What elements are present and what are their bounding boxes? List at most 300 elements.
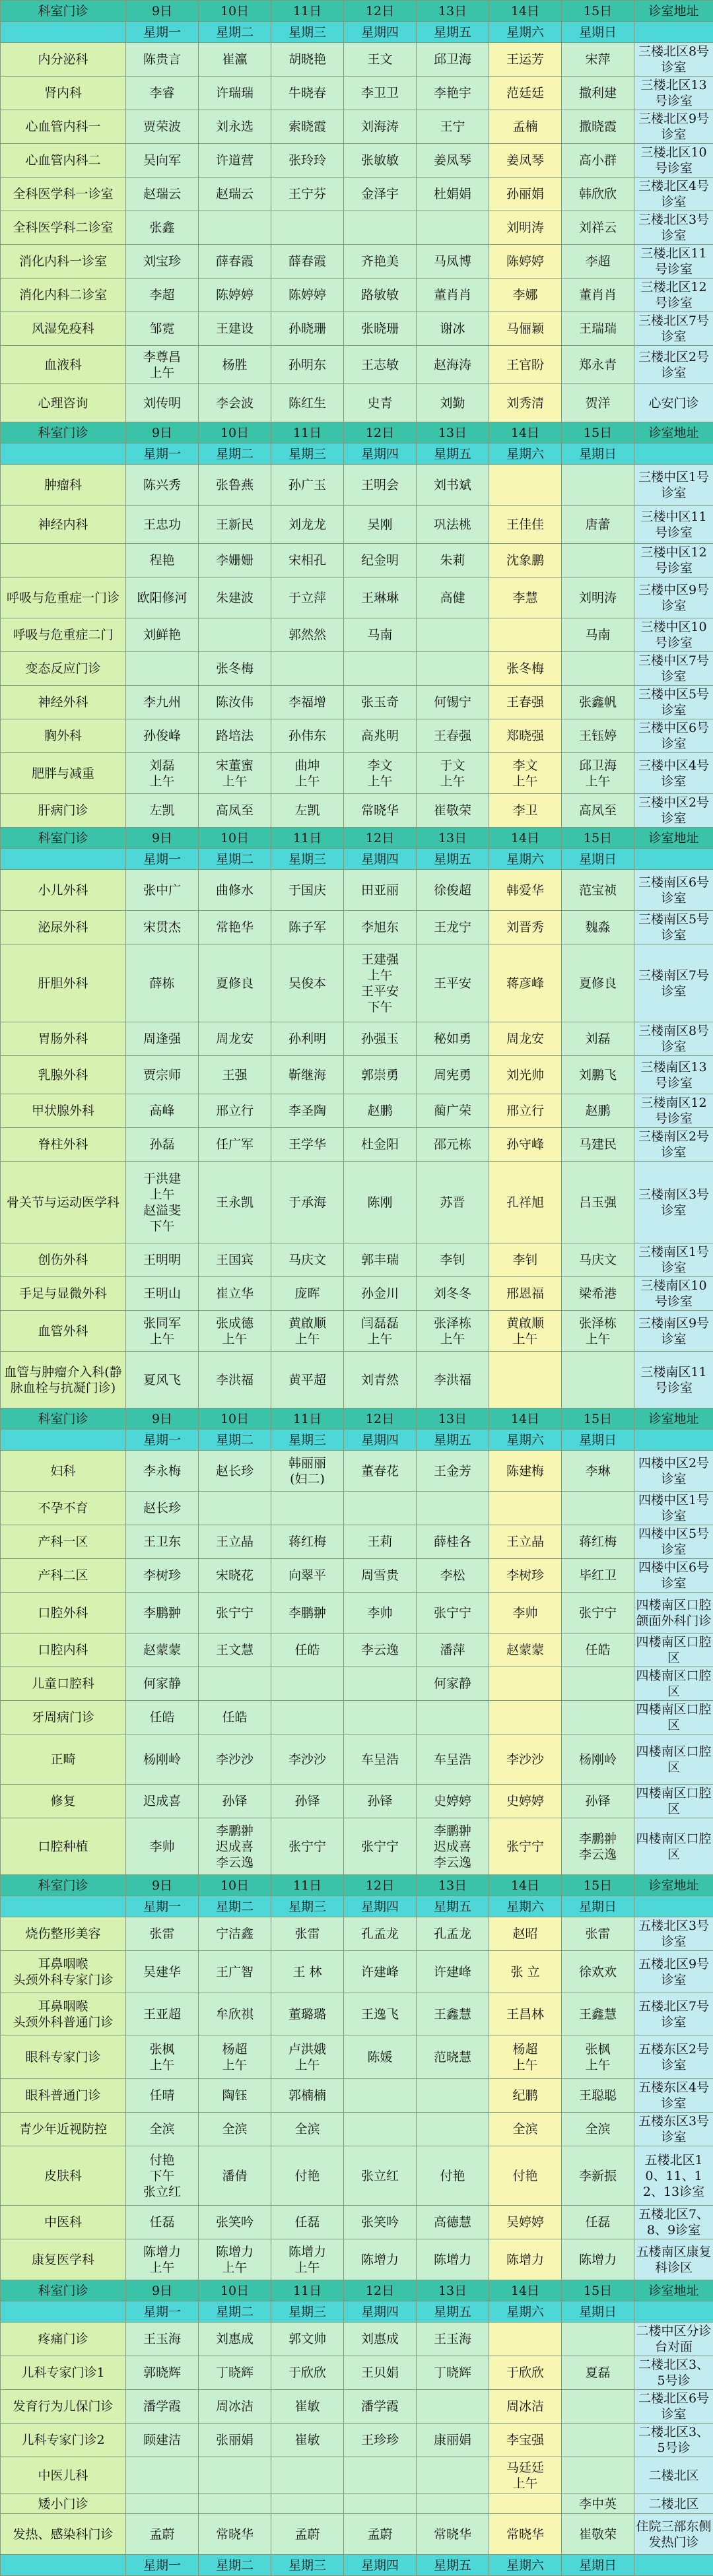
doctor-cell-day3 [271, 652, 344, 686]
doctor-cell-day6: 蒋彦峰 [489, 944, 562, 1022]
doctor-cell-day2: 朱建波 [199, 578, 271, 618]
doctor-cell-day2 [199, 1492, 271, 1525]
doctor-cell-day6 [489, 465, 562, 506]
doctor-cell-day7: 郑永青 [562, 346, 634, 384]
doctor-cell-day5: 康丽娟 [417, 2424, 489, 2457]
doctor-cell-day2: 王新民 [199, 506, 271, 544]
doctor-cell-day3: 全滨 [271, 2113, 344, 2146]
date-header-day6: 14日 [489, 1875, 562, 1896]
doctor-cell-day7 [562, 2390, 634, 2424]
doctor-cell-day1: 李永梅 [126, 1451, 199, 1492]
doctor-cell-day6: 李慧 [489, 578, 562, 618]
department-name: 小儿外科 [1, 870, 126, 911]
doctor-cell-day4: 路敏敏 [344, 279, 417, 312]
room-address: 三楼南区8号诊室 [634, 1022, 713, 1056]
doctor-cell-day4: 张玉奇 [344, 686, 417, 719]
date-header-day1: 9日 [126, 422, 199, 444]
weekday-header-room [634, 849, 713, 870]
department-name: 脊柱外科 [1, 1128, 126, 1162]
weekday-header-day3: 星期三 [271, 22, 344, 43]
doctor-cell-day6: 李树珍 [489, 1559, 562, 1593]
doctor-cell-day7: 张雷 [562, 1917, 634, 1951]
room-address: 三楼北区2号诊室 [634, 346, 713, 384]
doctor-cell-day4: 马南 [344, 618, 417, 652]
department-name: 心血管内科二 [1, 144, 126, 178]
doctor-cell-day7: 魏淼 [562, 911, 634, 944]
doctor-cell-day7: 李超 [562, 245, 634, 279]
department-name: 胸外科 [1, 719, 126, 753]
room-address: 五楼东区2号诊室 [634, 2035, 713, 2079]
doctor-cell-day2: 任广军 [199, 1128, 271, 1162]
room-address: 三楼南区1号诊室 [634, 1243, 713, 1277]
schedule-row [1, 2494, 713, 2514]
doctor-cell-day5 [417, 2079, 489, 2113]
doctor-cell-day2 [199, 1667, 271, 1701]
doctor-cell-day5: 刘冬冬 [417, 1277, 489, 1311]
doctor-cell-day2: 陶钰 [199, 2079, 271, 2113]
doctor-cell-day3: 孙伟东 [271, 719, 344, 753]
doctor-cell-day2: 李姗姗 [199, 544, 271, 578]
doctor-cell-day3: 张玲玲 [271, 144, 344, 178]
doctor-cell-day2: 王立晶 [199, 1525, 271, 1559]
schedule-row [1, 279, 713, 312]
date-header-day5: 13日 [417, 828, 489, 849]
doctor-cell-day5: 丁晓辉 [417, 2356, 489, 2390]
doctor-cell-day7: 夏磊 [562, 2356, 634, 2390]
weekday-header-row [1, 22, 713, 43]
doctor-cell-day7 [562, 544, 634, 578]
doctor-cell-day5 [417, 652, 489, 686]
schedule-row [1, 1128, 713, 1162]
department-name: 全科医学科一诊室 [1, 178, 126, 211]
date-header-row [1, 1, 713, 22]
doctor-cell-day3: 孙铎 [271, 1785, 344, 1818]
doctor-cell-day2: 孙铎 [199, 1785, 271, 1818]
room-address: 五楼北区7、8、9诊室 [634, 2206, 713, 2239]
doctor-cell-day5: 徐俊超 [417, 870, 489, 911]
doctor-cell-day1: 刘鲜艳 [126, 618, 199, 652]
doctor-cell-day3: 郭楠楠 [271, 2079, 344, 2113]
date-header-day3: 11日 [271, 1408, 344, 1430]
doctor-cell-day4: 车呈浩 [344, 1734, 417, 1785]
doctor-cell-day5: 周宪勇 [417, 1056, 489, 1094]
date-header-day2: 10日 [199, 2280, 271, 2301]
doctor-cell-day2: 刘永选 [199, 110, 271, 144]
weekday-header-day7: 星期日 [562, 22, 634, 43]
doctor-cell-day7: 邱卫海 上午 [562, 753, 634, 794]
department-name: 创伤外科 [1, 1243, 126, 1277]
doctor-cell-day3: 崔敏 [271, 2424, 344, 2457]
doctor-cell-day3 [271, 1667, 344, 1701]
date-header-day4: 12日 [344, 1875, 417, 1896]
doctor-cell-day6: 张 立 [489, 1951, 562, 1993]
weekday-header-dept [1, 1430, 126, 1451]
weekday-header-day6: 星期六 [489, 444, 562, 465]
date-header-day2: 10日 [199, 422, 271, 444]
doctor-cell-day4: 金泽宇 [344, 178, 417, 211]
schedule-row [1, 2514, 713, 2555]
doctor-cell-day3: 于立萍 [271, 578, 344, 618]
schedule-row [1, 719, 713, 753]
doctor-cell-day6: 邢立行 [489, 1094, 562, 1128]
doctor-cell-day1: 孙俊峰 [126, 719, 199, 753]
department-name: 中医科 [1, 2206, 126, 2239]
doctor-cell-day4: 张宁宁 [344, 1818, 417, 1875]
doctor-cell-day5: 孔孟龙 [417, 1917, 489, 1951]
doctor-cell-day7: 高小群 [562, 144, 634, 178]
date-header-day4: 12日 [344, 2280, 417, 2301]
department-name: 肥胖与减重 [1, 753, 126, 794]
doctor-cell-day4: 张笑吟 [344, 2206, 417, 2239]
doctor-cell-day2: 宁洁鑫 [199, 1917, 271, 1951]
doctor-cell-day5: 李鹏翀 迟成喜 李云逸 [417, 1818, 489, 1875]
doctor-cell-day1: 王卫东 [126, 1525, 199, 1559]
weekday-header-day7: 星期日 [562, 1896, 634, 1917]
doctor-cell-day2: 牟欣祺 [199, 1993, 271, 2035]
doctor-cell-day4: 孟蔚 [344, 2514, 417, 2555]
doctor-cell-day7 [562, 465, 634, 506]
doctor-cell-day2: 张笑吟 [199, 2206, 271, 2239]
doctor-cell-day4: 王逸飞 [344, 1993, 417, 2035]
doctor-cell-day7 [562, 2323, 634, 2356]
doctor-cell-day7 [562, 652, 634, 686]
weekday-header-day2: 星期二 [199, 444, 271, 465]
doctor-cell-day3: 于国庆 [271, 870, 344, 911]
doctor-cell-day1: 任晴 [126, 2079, 199, 2113]
schedule-row [1, 1243, 713, 1277]
room-address: 三楼中区7号诊室 [634, 652, 713, 686]
department-name: 呼吸与危重症一门诊 [1, 578, 126, 618]
weekday-header-day7: 星期日 [562, 1430, 634, 1451]
doctor-cell-day1: 赵长珍 [126, 1492, 199, 1525]
doctor-cell-day6: 周龙安 [489, 1022, 562, 1056]
doctor-cell-day3: 郭文帅 [271, 2323, 344, 2356]
doctor-cell-day6: 赵昭 [489, 1917, 562, 1951]
footer-weekday-row [1, 2555, 713, 2576]
doctor-cell-day2: 路培法 [199, 719, 271, 753]
doctor-cell-day5: 李洪福 [417, 1352, 489, 1408]
weekday-header-day3: 星期三 [271, 849, 344, 870]
department-name: 康复医学科 [1, 2239, 126, 2280]
doctor-cell-day1: 张同军 上午 [126, 1311, 199, 1352]
schedule-row [1, 384, 713, 422]
room-address: 心安门诊 [634, 384, 713, 422]
doctor-cell-day2: 许瑞瑞 [199, 77, 271, 110]
doctor-cell-day2 [199, 618, 271, 652]
doctor-cell-day4: 陈增力 [344, 2239, 417, 2280]
doctor-cell-day4: 王文 [344, 43, 417, 77]
doctor-cell-day5: 付艳 [417, 2146, 489, 2206]
doctor-cell-day7: 王鑫慧 [562, 1993, 634, 2035]
doctor-cell-day7: 蒋红梅 [562, 1525, 634, 1559]
doctor-cell-day7: 张宁宁 [562, 1593, 634, 1634]
weekday-header-day3: 星期三 [271, 444, 344, 465]
room-address: 五楼南区康复科诊区 [634, 2239, 713, 2280]
schedule-row [1, 245, 713, 279]
doctor-cell-day3: 孟蔚 [271, 2514, 344, 2555]
date-header-day4: 12日 [344, 1408, 417, 1430]
room-address: 四楼南区口腔区 [634, 1634, 713, 1667]
weekday-header-room [634, 1430, 713, 1451]
doctor-cell-day6: 李沙沙 [489, 1734, 562, 1785]
doctor-cell-day6: 刘明涛 [489, 211, 562, 245]
schedule-row [1, 2356, 713, 2390]
doctor-cell-day4: 王志敏 [344, 346, 417, 384]
doctor-cell-day4: 孙铎 [344, 1785, 417, 1818]
room-address: 三楼北区9号诊室 [634, 110, 713, 144]
department-name: 眼科专家门诊 [1, 2035, 126, 2079]
doctor-cell-day1: 赵瑞云 [126, 178, 199, 211]
doctor-cell-day5: 范晓慧 [417, 2035, 489, 2079]
date-header-row [1, 1408, 713, 1430]
doctor-cell-day5: 高德慧 [417, 2206, 489, 2239]
doctor-cell-day4: 王珍珍 [344, 2424, 417, 2457]
doctor-cell-day3: 黄啟顺 上午 [271, 1311, 344, 1352]
schedule-row [1, 1451, 713, 1492]
room-address: 四楼中区5号诊室 [634, 1525, 713, 1559]
doctor-cell-day5: 邱卫海 [417, 43, 489, 77]
department-name: 胃肠外科 [1, 1022, 126, 1056]
doctor-cell-day1: 张中广 [126, 870, 199, 911]
doctor-cell-day3: 董璐璐 [271, 1993, 344, 2035]
date-header-day6: 14日 [489, 422, 562, 444]
doctor-cell-day2: 张成德 上午 [199, 1311, 271, 1352]
room-address: 三楼中区6号诊室 [634, 719, 713, 753]
weekday-header-row [1, 2301, 713, 2323]
doctor-cell-day2: 王国宾 [199, 1243, 271, 1277]
department-name: 消化内科二诊室 [1, 279, 126, 312]
doctor-cell-day6: 张宁宁 [489, 1818, 562, 1875]
doctor-cell-day3: 胡晓艳 [271, 43, 344, 77]
doctor-cell-day1: 薛栋 [126, 944, 199, 1022]
department-name: 血管外科 [1, 1311, 126, 1352]
weekday-header-dept [1, 849, 126, 870]
doctor-cell-day2: 赵长珍 [199, 1451, 271, 1492]
doctor-cell-day3: 张雷 [271, 1917, 344, 1951]
doctor-cell-day3: 蒋红梅 [271, 1525, 344, 1559]
doctor-cell-day3: 陈子军 [271, 911, 344, 944]
room-address: 三楼中区11号诊室 [634, 506, 713, 544]
weekday-header-day1: 星期一 [126, 2301, 199, 2323]
department-name: 矮小门诊 [1, 2494, 126, 2514]
doctor-cell-day5: 常晓华 [417, 2514, 489, 2555]
doctor-cell-day6 [489, 618, 562, 652]
department-name: 疼痛门诊 [1, 2323, 126, 2356]
doctor-cell-day6: 李钊 [489, 1243, 562, 1277]
doctor-cell-day4: 王明会 [344, 465, 417, 506]
doctor-cell-day5: 王龙宁 [417, 911, 489, 944]
schedule-row [1, 312, 713, 346]
room-address: 三楼南区11号诊室 [634, 1352, 713, 1408]
doctor-cell-day7: 高凤至 [562, 794, 634, 828]
doctor-cell-day6: 范廷廷 [489, 77, 562, 110]
doctor-cell-day7: 杨刚岭 [562, 1734, 634, 1785]
doctor-cell-day6: 常晓华 [489, 2514, 562, 2555]
room-address: 三楼北区8号诊室 [634, 43, 713, 77]
doctor-cell-day3: 孙广玉 [271, 465, 344, 506]
doctor-cell-day5: 董肖肖 [417, 279, 489, 312]
doctor-cell-day3: 任皓 [271, 1634, 344, 1667]
doctor-cell-day6: 王官盼 [489, 346, 562, 384]
doctor-cell-day5: 高健 [417, 578, 489, 618]
doctor-cell-day6: 李卫 [489, 794, 562, 828]
department-name: 口腔种植 [1, 1818, 126, 1875]
doctor-cell-day5: 李钊 [417, 1243, 489, 1277]
doctor-cell-day4: 孙金川 [344, 1277, 417, 1311]
doctor-cell-day3: 宋相孔 [271, 544, 344, 578]
doctor-cell-day1: 郭晓辉 [126, 2356, 199, 2390]
schedule-row [1, 911, 713, 944]
doctor-cell-day1: 周逢强 [126, 1022, 199, 1056]
doctor-cell-day2: 张宁宁 [199, 1593, 271, 1634]
doctor-cell-day4: 董春花 [344, 1451, 417, 1492]
date-header-day3: 11日 [271, 422, 344, 444]
schedule-row [1, 2079, 713, 2113]
doctor-cell-day2: 王广智 [199, 1951, 271, 1993]
doctor-cell-day3: 张宁宁 [271, 1818, 344, 1875]
date-header-room: 诊室地址 [634, 2280, 713, 2301]
department-name: 儿科专家门诊1 [1, 2356, 126, 2390]
weekday-footer-day6: 星期六 [489, 2555, 562, 2576]
doctor-cell-day2 [199, 2494, 271, 2514]
department-name: 内分泌科 [1, 43, 126, 77]
department-name: 手足与显微外科 [1, 1277, 126, 1311]
doctor-cell-day6 [489, 1352, 562, 1408]
doctor-cell-day7 [562, 1492, 634, 1525]
doctor-cell-day6: 全滨 [489, 2113, 562, 2146]
doctor-cell-day6: 赵蒙蒙 [489, 1634, 562, 1667]
doctor-cell-day4: 王莉 [344, 1525, 417, 1559]
weekday-header-day6: 星期六 [489, 1430, 562, 1451]
date-header-dept: 科室门诊 [1, 422, 126, 444]
doctor-cell-day5: 王玉海 [417, 2323, 489, 2356]
doctor-cell-day2: 邢立行 [199, 1094, 271, 1128]
date-header-day7: 15日 [562, 828, 634, 849]
date-header-day5: 13日 [417, 1875, 489, 1896]
doctor-cell-day4: 郭崇勇 [344, 1056, 417, 1094]
doctor-cell-day5: 许建峰 [417, 1951, 489, 1993]
doctor-cell-day1: 陈贵言 [126, 43, 199, 77]
weekday-header-room [634, 1896, 713, 1917]
department-name: 心理咨询 [1, 384, 126, 422]
doctor-cell-day1: 张枫 上午 [126, 2035, 199, 2079]
doctor-cell-day7: 李新振 [562, 2146, 634, 2206]
department-name: 不孕不育 [1, 1492, 126, 1525]
weekday-header-day4: 星期四 [344, 444, 417, 465]
weekday-header-day5: 星期五 [417, 444, 489, 465]
weekday-footer-day7: 星期日 [562, 2555, 634, 2576]
doctor-cell-day6: 王春强 [489, 686, 562, 719]
doctor-cell-day6: 刘晋秀 [489, 911, 562, 944]
room-address: 三楼中区4号诊室 [634, 753, 713, 794]
doctor-cell-day6 [489, 1492, 562, 1525]
schedule-row [1, 1951, 713, 1993]
department-name: 妇科 [1, 1451, 126, 1492]
schedule-row [1, 944, 713, 1022]
doctor-cell-day3: 吴俊本 [271, 944, 344, 1022]
schedule-row [1, 1311, 713, 1352]
doctor-cell-day6 [489, 1701, 562, 1734]
doctor-cell-day5 [417, 618, 489, 652]
doctor-cell-day4: 高兆明 [344, 719, 417, 753]
doctor-cell-day7: 李中英 [562, 2494, 634, 2514]
doctor-cell-day6: 王立晶 [489, 1525, 562, 1559]
doctor-cell-day3: 李圣陶 [271, 1094, 344, 1128]
schedule-row [1, 144, 713, 178]
doctor-cell-day3 [271, 1492, 344, 1525]
doctor-cell-day5: 谢冰 [417, 312, 489, 346]
doctor-cell-day1: 潘学霞 [126, 2390, 199, 2424]
doctor-cell-day7: 唐蕾 [562, 506, 634, 544]
date-header-dept: 科室门诊 [1, 1875, 126, 1896]
doctor-cell-day5: 刘勤 [417, 384, 489, 422]
date-header-day6: 14日 [489, 2280, 562, 2301]
doctor-cell-day5: 何家静 [417, 1667, 489, 1701]
doctor-cell-day6: 郑晓强 [489, 719, 562, 753]
department-name: 泌尿外科 [1, 911, 126, 944]
schedule-row [1, 1593, 713, 1634]
doctor-cell-day3: 王宁芬 [271, 178, 344, 211]
weekday-header-day2: 星期二 [199, 22, 271, 43]
doctor-cell-day5: 张宁宁 [417, 1593, 489, 1634]
weekday-header-day6: 星期六 [489, 1896, 562, 1917]
doctor-cell-day1: 陈兴秀 [126, 465, 199, 506]
doctor-cell-day4: 李文 上午 [344, 753, 417, 794]
doctor-cell-day7: 赵鹏 [562, 1094, 634, 1128]
department-name: 青少年近视防控 [1, 2113, 126, 2146]
doctor-cell-day7: 刘明涛 [562, 578, 634, 618]
room-address: 三楼北区3号诊室 [634, 211, 713, 245]
date-header-day4: 12日 [344, 828, 417, 849]
doctor-cell-day3: 孙晓珊 [271, 312, 344, 346]
doctor-cell-day2: 丁晓辉 [199, 2356, 271, 2390]
room-address: 住院三部东侧发热门诊 [634, 2514, 713, 2555]
weekday-header-day1: 星期一 [126, 22, 199, 43]
doctor-cell-day1 [126, 2457, 199, 2494]
weekday-header-day3: 星期三 [271, 1896, 344, 1917]
doctor-cell-day2: 张冬梅 [199, 652, 271, 686]
schedule-row [1, 1993, 713, 2035]
doctor-cell-day1: 杨刚岭 [126, 1734, 199, 1785]
doctor-cell-day6: 李宝强 [489, 2424, 562, 2457]
doctor-cell-day7: 毕红卫 [562, 1559, 634, 1593]
doctor-cell-day7: 崔敬荣 [562, 2514, 634, 2555]
doctor-cell-day4 [344, 1492, 417, 1525]
doctor-cell-day3: 付艳 [271, 2146, 344, 2206]
doctor-cell-day1: 李鹏翀 [126, 1593, 199, 1634]
doctor-cell-day4: 张晓珊 [344, 312, 417, 346]
doctor-cell-day5: 朱莉 [417, 544, 489, 578]
department-name: 儿科专家门诊2 [1, 2424, 126, 2457]
doctor-cell-day2: 李沙沙 [199, 1734, 271, 1785]
date-header-day7: 15日 [562, 1408, 634, 1430]
doctor-cell-day1: 张鑫 [126, 211, 199, 245]
weekday-header-day3: 星期三 [271, 2301, 344, 2323]
schedule-row [1, 506, 713, 544]
date-header-day3: 11日 [271, 2280, 344, 2301]
schedule-row [1, 1525, 713, 1559]
doctor-cell-day4: 孔孟龙 [344, 1917, 417, 1951]
doctor-cell-day5 [417, 2390, 489, 2424]
doctor-cell-day1: 欧阳修河 [126, 578, 199, 618]
doctor-cell-day4: 陈媛 [344, 2035, 417, 2079]
doctor-cell-day7: 撒晓霞 [562, 110, 634, 144]
doctor-cell-day6: 纪鹏 [489, 2079, 562, 2113]
doctor-cell-day2: 夏修良 [199, 944, 271, 1022]
date-header-day1: 9日 [126, 1875, 199, 1896]
doctor-cell-day4 [344, 211, 417, 245]
room-address: 三楼北区10号诊室 [634, 144, 713, 178]
